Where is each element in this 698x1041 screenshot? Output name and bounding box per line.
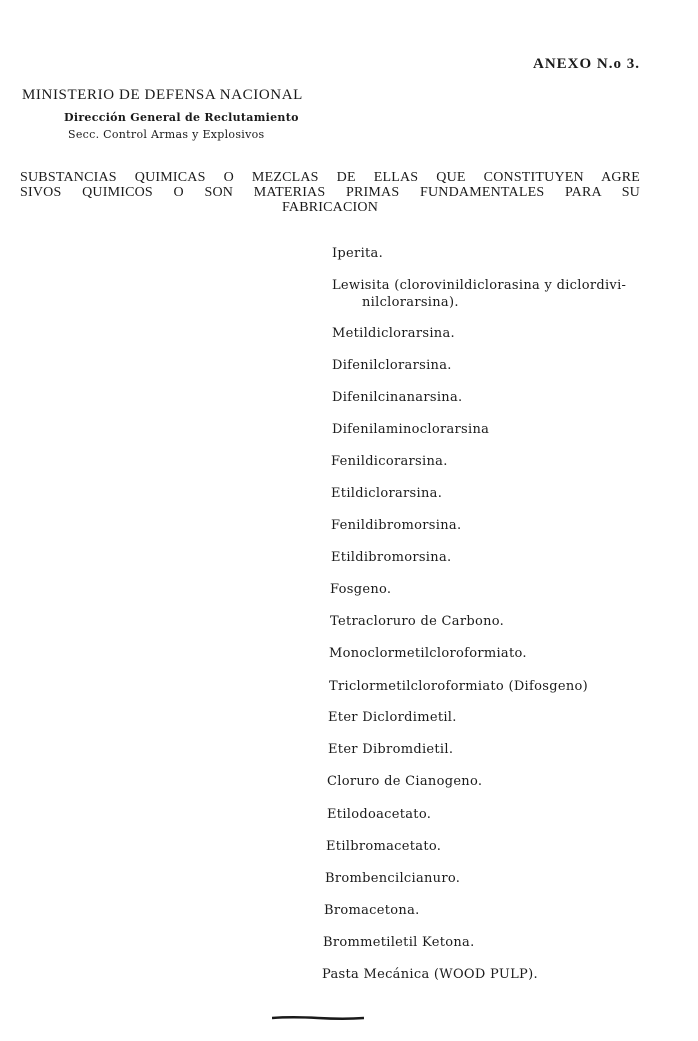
list-item: Etilbromacetato.: [326, 839, 442, 854]
ministry-heading: MINISTERIO DE DEFENSA NACIONAL: [22, 87, 303, 103]
list-item: Iperita.: [332, 246, 384, 261]
list-item: Tetracloruro de Carbono.: [330, 614, 505, 629]
list-item: Eter Dibromdietil.: [328, 742, 454, 757]
list-item: Fosgeno.: [330, 582, 392, 597]
list-item: [332, 277, 626, 311]
list-item: Difenilaminoclorarsina: [332, 422, 490, 437]
list-item: Triclormetilcloroformiato (Difosgeno): [329, 679, 589, 694]
title-line-2: SIVOS QUIMICOS O SON MATERIAS PRIMAS FUNDAMENTALES PARA SU: [20, 185, 640, 200]
annex-number: ANEXO N.o 3.: [532, 56, 640, 72]
list-item-line: Lewisita (clorovinildiclorasina y diclordivi-: [332, 278, 627, 293]
closing-rule: [272, 1016, 364, 1020]
list-item: Fenildicorarsina.: [331, 454, 448, 469]
list-item: Etilodoacetato.: [327, 807, 432, 822]
title-line-1: SUBSTANCIAS QUIMICAS O MEZCLAS DE ELLAS QUE CONSTITUYEN AGRE: [20, 170, 640, 185]
list-item: Bromacetona.: [324, 903, 420, 918]
list-item: Brombencilcianuro.: [325, 871, 461, 886]
list-item: Difenilclorarsina.: [332, 358, 452, 373]
section-heading: Secc. Control Armas y Explosivos: [68, 128, 265, 141]
list-item: Brommetiletil Ketona.: [323, 935, 475, 950]
list-item: Etildiclorarsina.: [331, 486, 443, 501]
list-item: Metildiclorarsina.: [332, 326, 455, 341]
list-item: Difenilcinanarsina.: [332, 390, 463, 405]
title-line-3: FABRICACION: [281, 200, 379, 215]
list-item: Pasta Mecánica (WOOD PULP).: [322, 967, 538, 982]
department-heading: Dirección General de Reclutamiento: [64, 111, 299, 124]
list-item: Fenildibromorsina.: [331, 518, 462, 533]
list-item-continuation: nilclorarsina).: [362, 295, 459, 310]
list-item: Eter Diclordimetil.: [328, 710, 457, 725]
list-item: Cloruro de Cianogeno.: [327, 774, 483, 789]
list-item: Monoclormetilcloroformiato.: [329, 646, 527, 661]
list-item: Etildibromorsina.: [331, 550, 452, 565]
